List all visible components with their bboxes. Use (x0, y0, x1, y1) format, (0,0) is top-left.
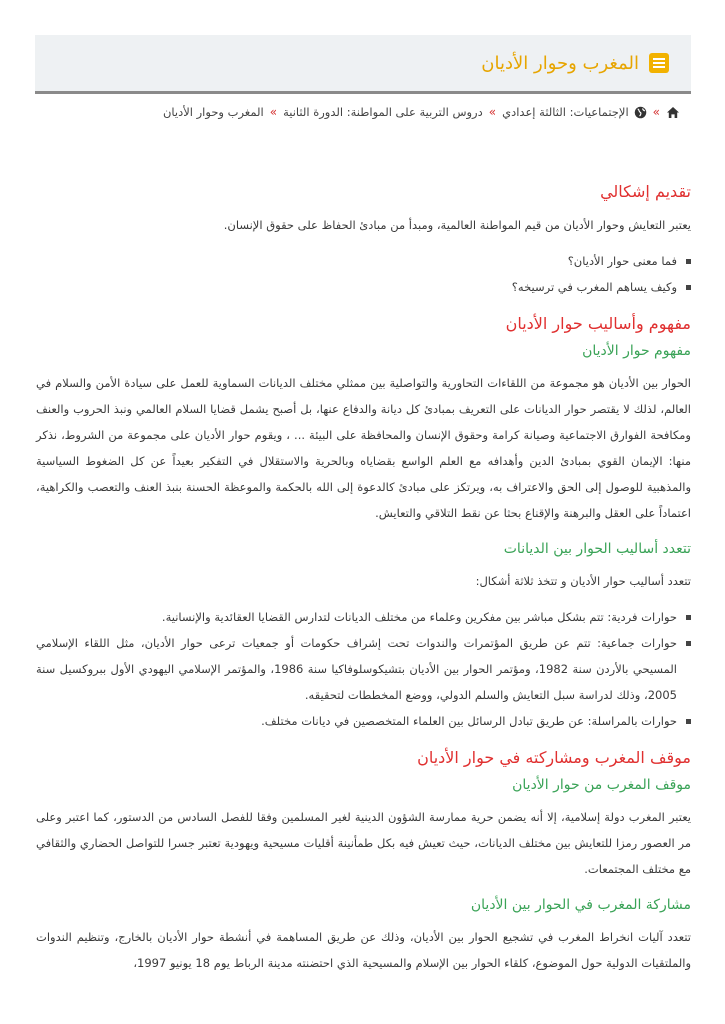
concept-paragraph: الحوار بين الأديان هو مجموعة من اللقاءات التحاورية والتواصلية بين ممثلي مختلف الديانات السماوية للعمل على سيادة الأمن والسلام في العالم، لذلك لا يقتصر حوار الديانات على التعريف بمبادئ كل ديانة والدفاع عنها، بل أصبح يشمل قضايا السلام العالمي ونبذ الحروب والعنف ومكافحة الفوارق الاجتماعية وصيانة كرامة وحقوق الإنسان والمحافظة على البيئة ... ، ويقوم حوار الأديان على مجموعة من الشروط، نذكر منها: الإيمان القوي بمبادئ الدين وأهدافه مع العلم الواسع بقضاياه وبالحرية والاستقلال في التفكير بعيداً عن كل الضغوط السياسية والمذهبية للوصول إلى الحق والاعتراف به، ويرتكز على مبادئ كالدعوة إلى الله بالحكمة والموعظة الحسنة بنبذ العنف والتعصب والكراهية، اعتماداً على العقل والبرهنة والإقناع بحثا عن نقط التلاقي والتعايش. (36, 376, 691, 520)
section-heading-concept: مفهوم وأساليب حوار الأديان (505, 314, 691, 333)
morocco-position-paragraph: يعتبر المغرب دولة إسلامية، إلا أنه يضمن حرية ممارسة الشؤون الدينية لغير المسلمين وفقا للفصل السادس من الدستور، كما اعتبر وعلى مر العصور رمزا للتعايش بين مختلف الديانات، حيث تعيش فيه بكل طمأنينة أقليات مسيحية ويهودية تعتبر جسرا للتواصل الحضاري والثقافي مع مختلف المجتمعات. (36, 810, 691, 876)
methods-list (36, 604, 691, 734)
breadcrumb-link-citizenship[interactable]: دروس التربية على المواطنة: الدورة الثانية (283, 105, 483, 119)
breadcrumb-current: المغرب وحوار الأديان (162, 105, 264, 119)
intro-questions (36, 248, 691, 300)
home-icon[interactable] (666, 106, 680, 119)
breadcrumb-separator: » (488, 105, 497, 119)
list-item: حوارات بالمراسلة: عن طريق تبادل الرسائل بين العلماء المتخصصين في ديانات مختلف. (36, 708, 677, 734)
globe-icon (634, 106, 647, 119)
intro-text: يعتبر التعايش وحوار الأديان من قيم المواطنة العالمية، ومبدأ من مبادئ الحفاظ على حقوق الإنسان. (223, 218, 691, 232)
page-title: المغرب وحوار الأديان (481, 52, 639, 74)
subheading-morocco-position: موقف المغرب من حوار الأديان (512, 777, 691, 793)
document-icon (649, 53, 669, 73)
breadcrumb-separator: » (269, 105, 278, 119)
subheading-concept: مفهوم حوار الأديان (582, 343, 691, 359)
list-item: وكيف يساهم المغرب في ترسيخه؟ (36, 274, 677, 300)
methods-intro: تتعدد أساليب حوار الأديان و تتخذ ثلاثة أشكال: (475, 574, 691, 588)
breadcrumb (40, 101, 680, 123)
intro-heading: تقديم إشكالي (600, 182, 691, 201)
section-heading-morocco: موقف المغرب ومشاركته في حوار الأديان (417, 748, 691, 767)
article-content (36, 168, 691, 986)
list-item: حوارات فردية: تتم بشكل مباشر بين مفكرين وعلماء من مختلف الديانات لتدارس القضايا العقائدية والإنسانية. (36, 604, 677, 630)
list-item: فما معنى حوار الأديان؟ (36, 248, 677, 274)
breadcrumb-separator: » (652, 105, 660, 119)
breadcrumb-link-social-studies[interactable]: الإجتماعيات: الثالثة إعدادي (502, 105, 629, 119)
subheading-methods: تتعدد أساليب الحوار بين الديانات (503, 541, 691, 557)
page-header (35, 35, 691, 94)
subheading-morocco-participation: مشاركة المغرب في الحوار بين الأديان (470, 897, 691, 913)
list-item: حوارات جماعية: تتم عن طريق المؤتمرات والندوات تحت إشراف حكومات أو جمعيات ترعى حوار الأديان، مثل اللقاء الإسلامي المسيحي بالأردن سنة 1982، ومؤتمر الحوار بين الأديان بتشيكوسلوفاكيا سنة 1986، والمؤتمر الإسلامي اليهودي الأول ببروكسيل سنة 2005، وذلك لدراسة سبل التعايش والسلم الدولي، ووضع المخططات لتحقيقه. (36, 630, 677, 708)
morocco-participation-paragraph: تتعدد آليات انخراط المغرب في تشجيع الحوار بين الأديان، وذلك عن طريق المساهمة في أنشطة حوار الأديان بالخارج، وتنظيم الندوات والملتقيات الدولية حول الموضوع، كلقاء الحوار بين الإسلام والمسيحية الذي احتضنته مدينة الرباط يوم 18 يونيو 1997، (36, 930, 691, 970)
